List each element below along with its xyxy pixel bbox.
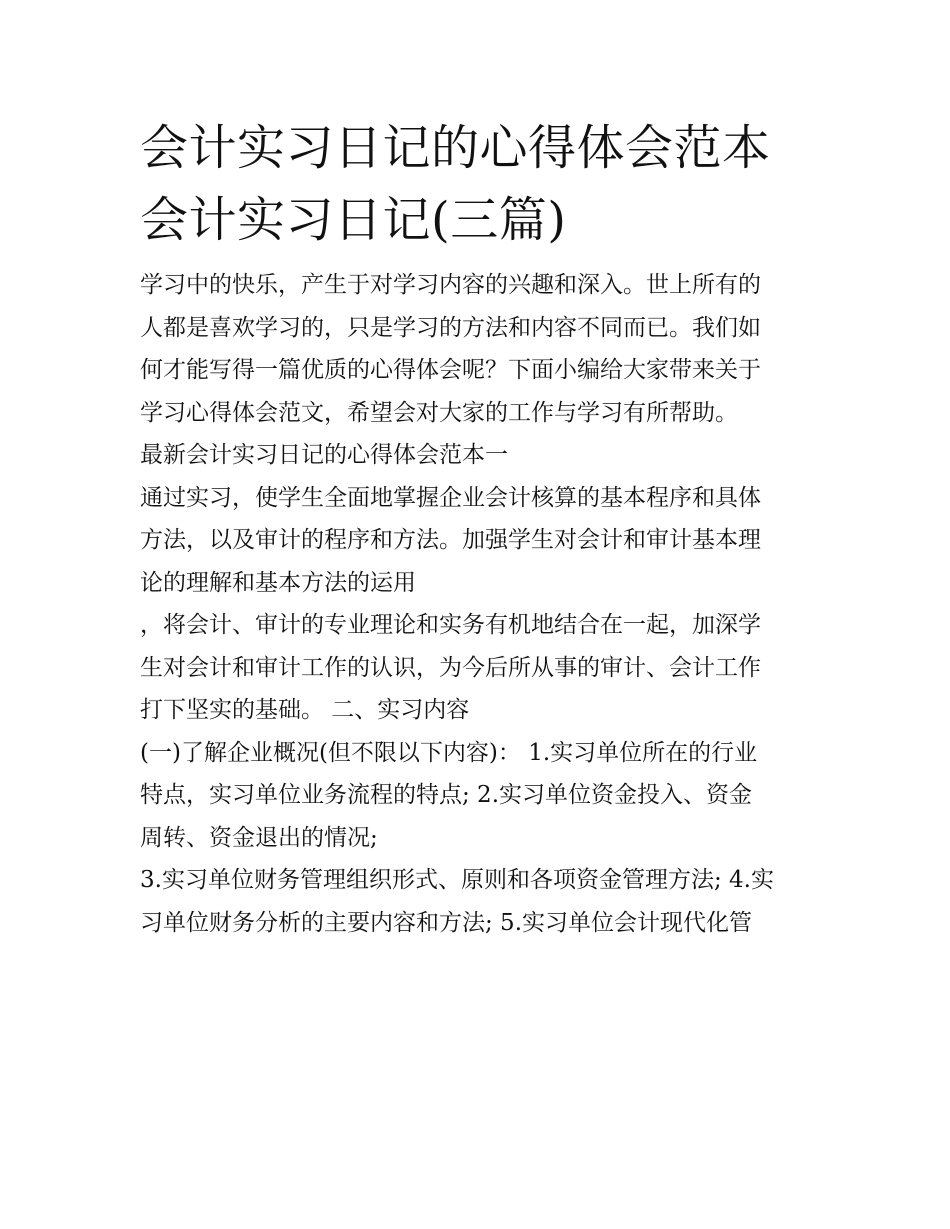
text-line: 特点，实习单位业务流程的特点; 2.实习单位资金投入、资金 (140, 782, 753, 808)
text-line: 3.实习单位财务管理组织形式、原则和各项资金管理方法; 4.实 (140, 867, 774, 893)
text-line: 论的理解和基本方法的运用 (140, 569, 416, 596)
document-title (140, 112, 820, 256)
text-line: ，将会计、审计的专业理论和实务有机地结合在一起，加深学 (140, 612, 761, 638)
text-line: 学习中的快乐，产生于对学习内容的兴趣和深入。世上所有的 (140, 272, 761, 298)
text-line: 何才能写得一篇优质的心得体会呢？下面小编给大家带来关于 (140, 357, 761, 383)
text-line: 习单位财务分析的主要内容和方法; 5.实习单位会计现代化管 (140, 909, 753, 936)
body-paragraph (140, 732, 820, 860)
body-paragraph (140, 604, 820, 732)
body-paragraph (140, 859, 820, 944)
text-line: 最新会计实习日记的心得体会范本一 (140, 442, 508, 468)
text-line: 周转、资金退出的情况; (140, 824, 378, 851)
body-paragraph (140, 477, 820, 605)
text-line: 生对会计和审计工作的认识，为今后所从事的审计、会计工作 (140, 654, 761, 681)
title-line-1: 会计实习日记的心得体会范本 (140, 120, 771, 176)
text-line: (一)了解企业概况(但不限以下内容)： 1.实习单位所在的行业 (140, 739, 758, 766)
text-line: 学习心得体会范文，希望会对大家的工作与学习有所帮助。 (140, 399, 738, 426)
text-line: 打下坚实的基础。 二、实习内容 (140, 697, 470, 723)
title-line-2: 会计实习日记(三篇) (140, 192, 567, 248)
text-line: 人都是喜欢学习的，只是学习的方法和内容不同而已。我们如 (140, 314, 761, 341)
text-line: 方法，以及审计的程序和方法。加强学生对会计和审计基本理 (140, 527, 761, 553)
text-line: 通过实习，使学生全面地掌握企业会计核算的基本程序和具体 (140, 484, 761, 511)
document-page (140, 112, 820, 944)
intro-paragraph (140, 264, 820, 434)
section-heading (140, 434, 820, 477)
